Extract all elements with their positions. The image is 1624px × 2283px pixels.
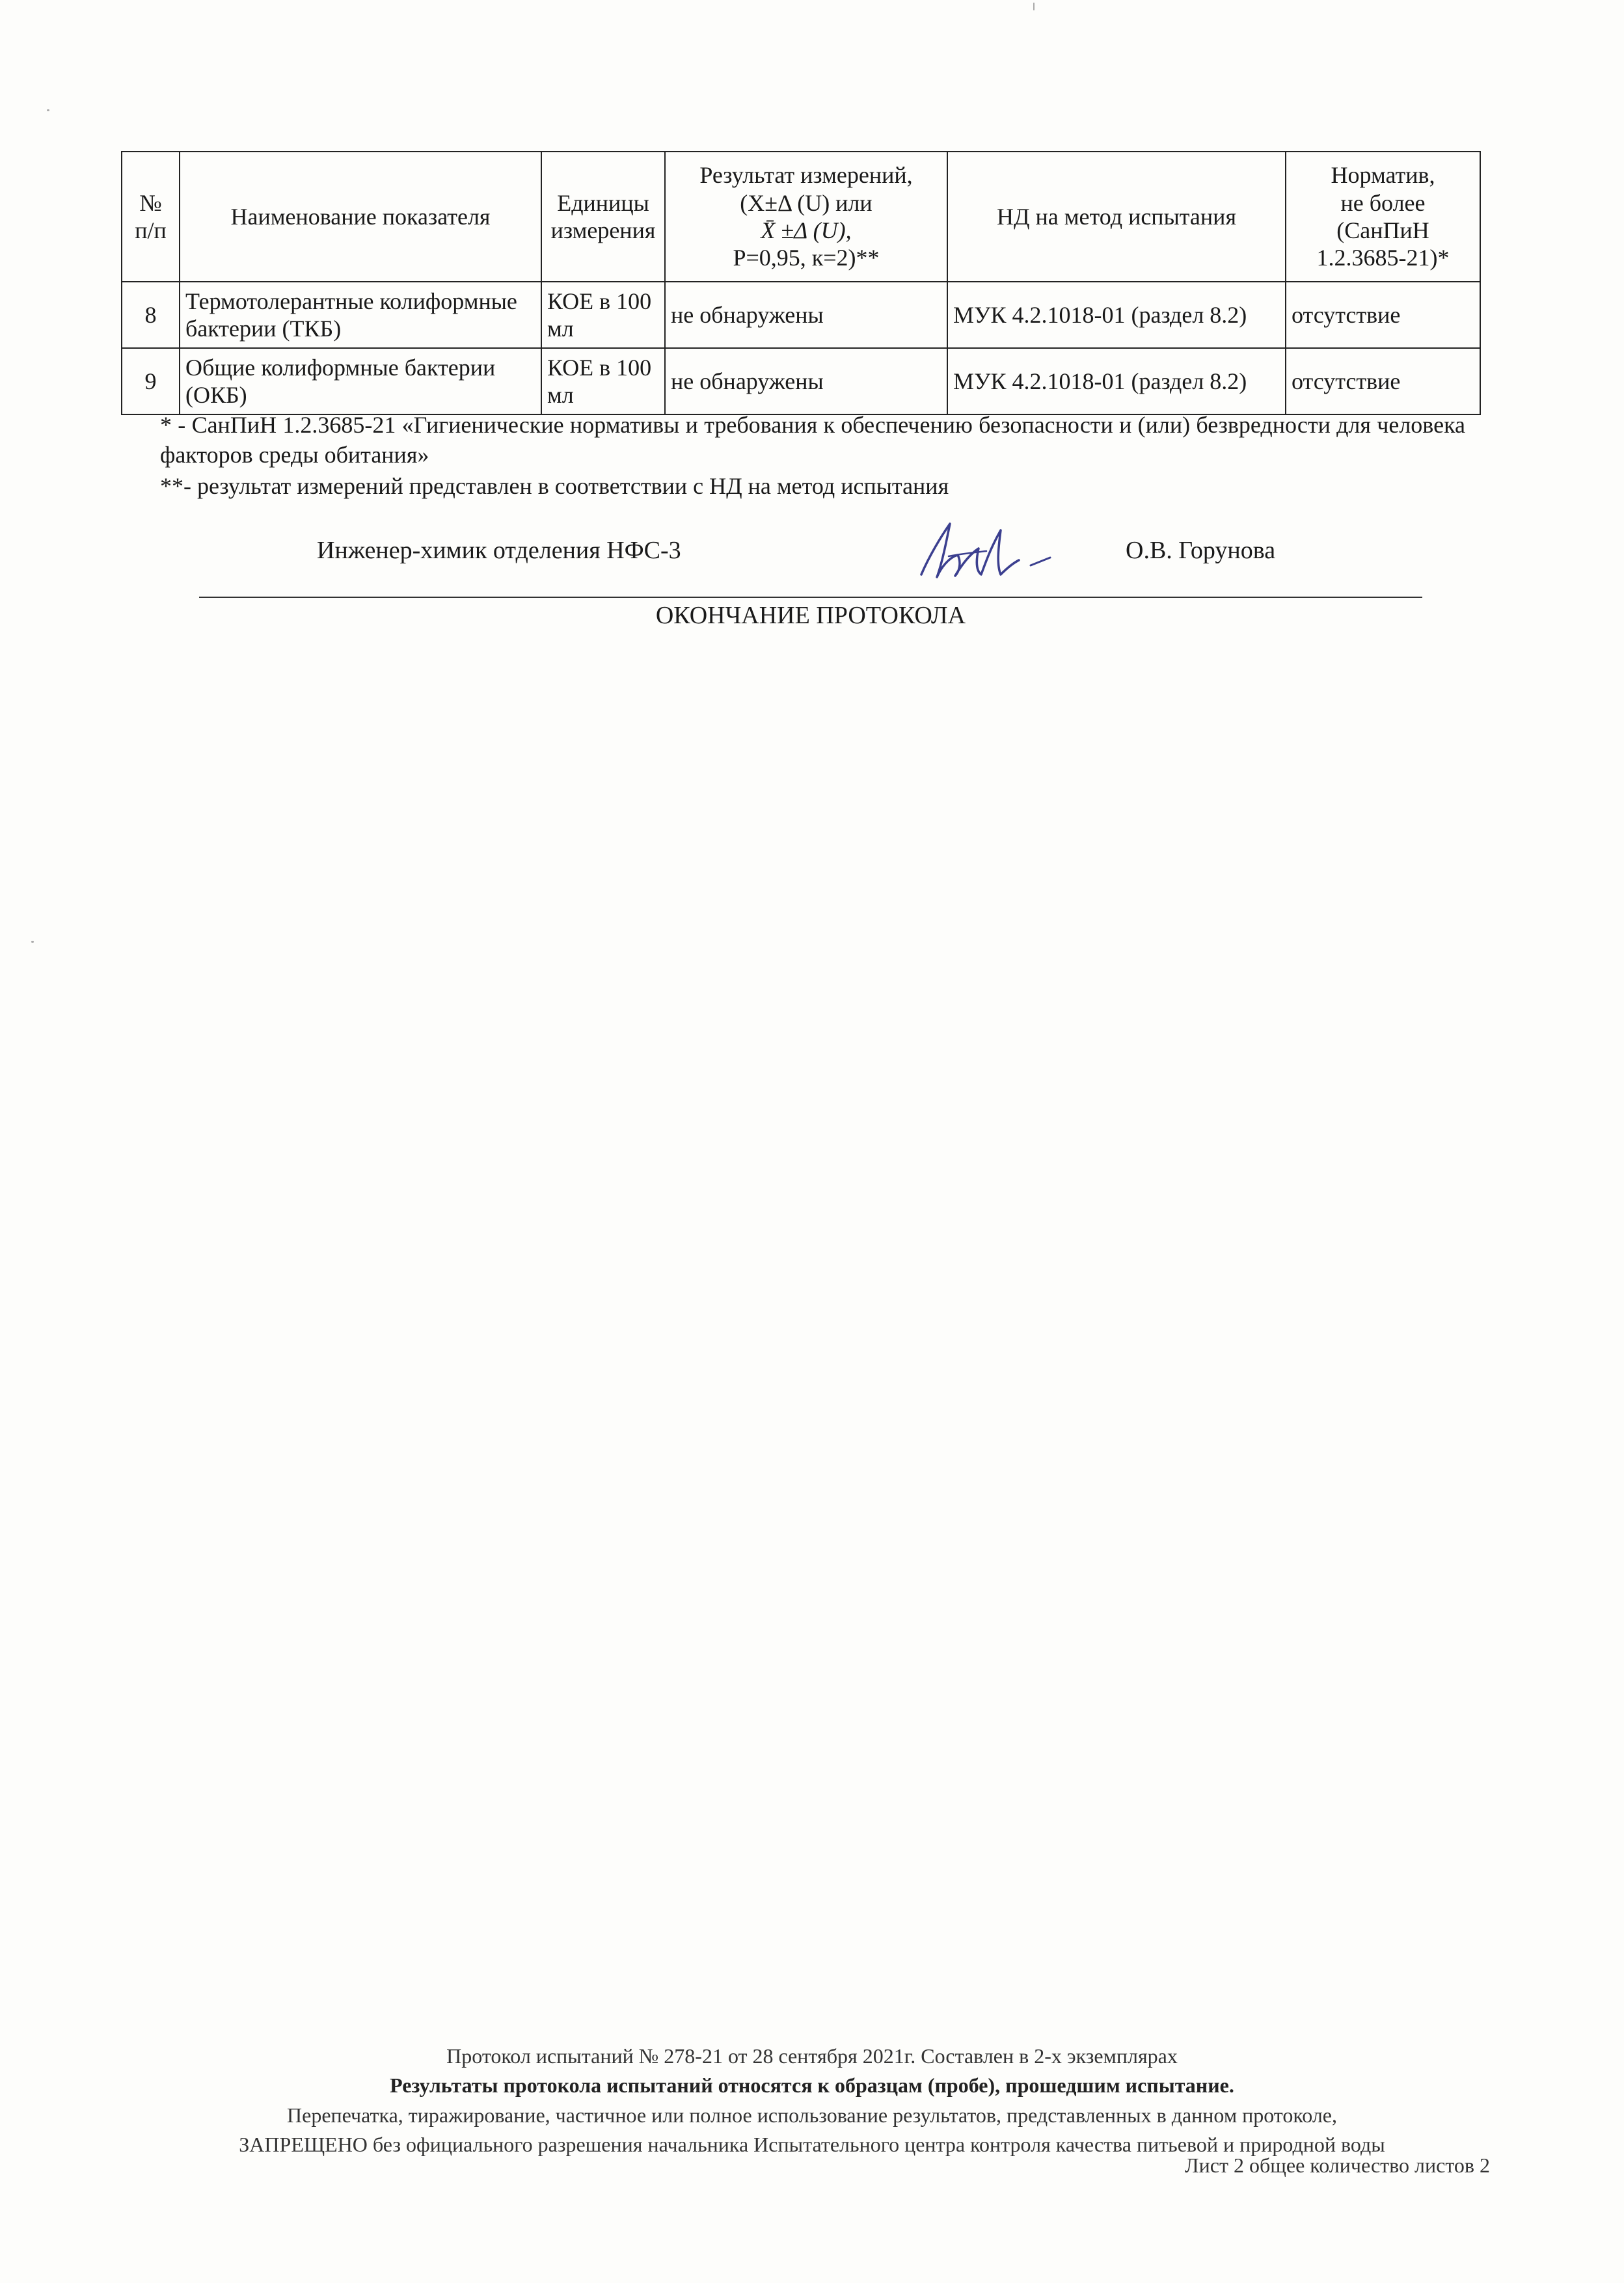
sheet-counter: Лист 2 общее количество листов 2 <box>1184 2154 1490 2177</box>
header-norm-line4: 1.2.3685-21)* <box>1316 245 1450 271</box>
signer-position: Инженер-химик отделения НФС-3 <box>317 537 681 564</box>
header-name: Наименование показателя <box>180 152 541 282</box>
row-result: не обнаружены <box>665 282 947 348</box>
row-method: МУК 4.2.1018-01 (раздел 8.2) <box>947 282 1286 348</box>
scan-speck <box>1033 3 1035 10</box>
row-result: не обнаружены <box>665 348 947 414</box>
row-num: 8 <box>122 282 180 348</box>
header-norm <box>1286 152 1480 282</box>
table-row <box>122 282 1480 348</box>
footnote-result: **- результат измерений представлен в соответствии с НД на метод испытания <box>160 473 949 500</box>
header-units: Единицы измерения <box>541 152 665 282</box>
header-norm-line2: не более <box>1340 189 1426 216</box>
row-name: Термотолерантные колиформные бактерии (ТКБ) <box>180 282 541 348</box>
header-result-line1: Результат измерений, <box>699 162 913 189</box>
table-row <box>122 348 1480 414</box>
row-units: КОЕ в 100 мл <box>541 348 665 414</box>
header-num: № п/п <box>122 152 180 282</box>
footer-protocol-line: Протокол испытаний № 278-21 от 28 сентября 2021г. Составлен в 2-х экземплярах <box>446 2044 1178 2068</box>
row-num: 9 <box>122 348 180 414</box>
header-norm-line3: (СанПиН <box>1336 217 1429 243</box>
divider-line <box>199 597 1422 598</box>
page-footer <box>130 2042 1494 2160</box>
row-norm: отсутствие <box>1286 282 1480 348</box>
header-result <box>665 152 947 282</box>
row-norm: отсутствие <box>1286 348 1480 414</box>
header-result-line2: (Х±Δ (U) или <box>740 189 873 216</box>
results-table <box>121 151 1481 415</box>
row-method: МУК 4.2.1018-01 (раздел 8.2) <box>947 348 1286 414</box>
row-units: КОЕ в 100 мл <box>541 282 665 348</box>
footnotes <box>160 410 1465 501</box>
row-name: Общие колиформные бактерии (ОКБ) <box>180 348 541 414</box>
footer-prohibited-line: ЗАПРЕЩЕНО без официального разрешения начальника Испытательного центра контроля качества питьевой и природной воды <box>239 2133 1385 2157</box>
header-result-line3: X̄ ±Δ (U), <box>761 217 852 243</box>
scan-speck <box>31 941 34 943</box>
signer-name: О.В. Горунова <box>1126 537 1276 564</box>
footer-reprint-line: Перепечатка, тиражирование, частичное или полное использование результатов, представленных в данном протоколе, <box>287 2103 1337 2127</box>
header-norm-line1: Норматив, <box>1331 162 1435 189</box>
header-method: НД на метод испытания <box>947 152 1286 282</box>
end-of-protocol-title: ОКОНЧАНИЕ ПРОТОКОЛА <box>655 602 966 629</box>
header-result-line4: Р=0,95, к=2)** <box>733 245 880 271</box>
scan-speck <box>47 109 49 111</box>
handwritten-signature-icon <box>903 517 1059 589</box>
footer-results-line: Результаты протокола испытаний относятся к образцам (пробе), прошедшим испытание. <box>390 2074 1234 2098</box>
table-header-row <box>122 152 1480 282</box>
footnote-sanpin: * - СанПиН 1.2.3685-21 «Гигиенические нормативы и требования к обеспечению безопасности и (или) безвредности для человека факторов среды обитания» <box>160 412 1465 468</box>
